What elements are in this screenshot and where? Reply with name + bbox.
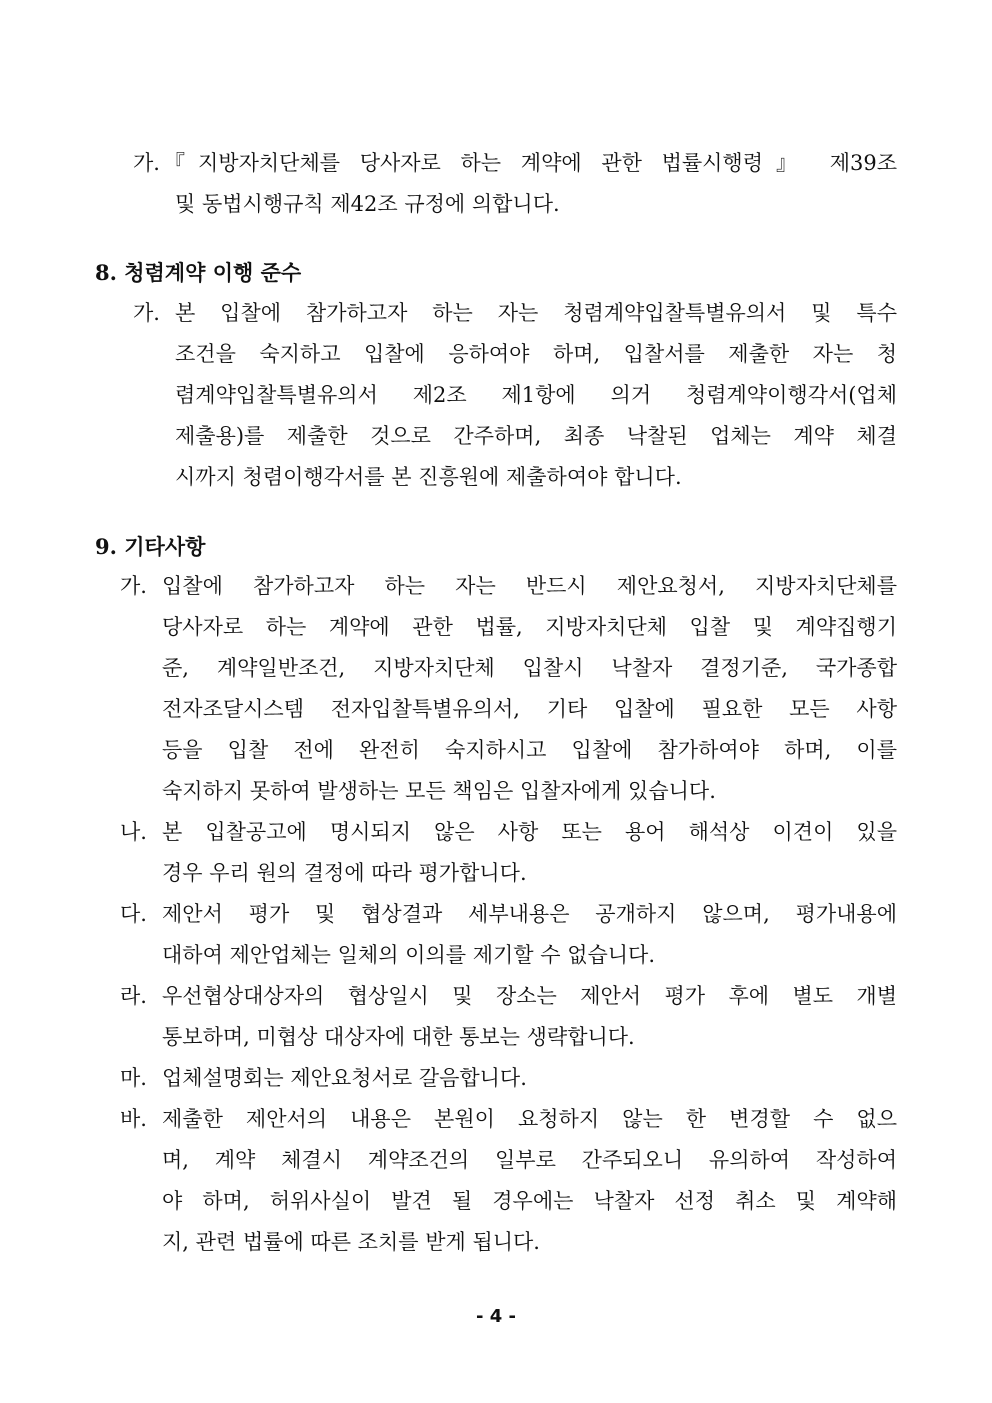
page-number: - 4 - [476,1306,516,1327]
paragraph-line: 며, 계약 체결시 계약조건의 일부로 간주되오니 유의하여 작성하여 [162,1148,897,1172]
paragraph-line: 제출용)를 제출한 것으로 간주하며, 최종 낙찰된 업체는 계약 체결 [175,424,897,448]
paragraph-line: 대하여 제안업체는 일체의 이의를 제기할 수 없습니다. [162,943,656,967]
paragraph-line: 입찰에 참가하고자 하는 자는 반드시 제안요청서, 지방자치단체를 [162,574,897,598]
paragraph-line: 통보하며, 미협상 대상자에 대한 통보는 생략합니다. [162,1025,635,1049]
item-marker: 가. [133,151,160,175]
paragraph-line: 준, 계약일반조건, 지방자치단체 입찰시 낙찰자 결정기준, 국가종합 [162,656,897,680]
paragraph-line: 본 입찰에 참가하고자 하는 자는 청렴계약입찰특별유의서 및 특수 [175,301,897,325]
paragraph-line: 지, 관련 법률에 따른 조치를 받게 됩니다. [162,1230,540,1254]
item-marker: 가. [133,301,160,325]
paragraph-line: 제안서 평가 및 협상결과 세부내용은 공개하지 않으며, 평가내용에 [162,902,897,926]
item-marker: 가. [120,574,147,598]
paragraph-line: 전자조달시스템 전자입찰특별유의서, 기타 입찰에 필요한 모든 사항 [162,697,897,721]
paragraph-line: 조건을 숙지하고 입찰에 응하여야 하며, 입찰서를 제출한 자는 청 [175,342,897,366]
paragraph-line: 우선협상대상자의 협상일시 및 장소는 제안서 평가 후에 별도 개별 [162,984,897,1008]
paragraph-line: 『지방자치단체를 당사자로 하는 계약에 관한 법률시행령』 제39조 [164,151,897,175]
paragraph-line: 업체설명회는 제안요청서로 갈음합니다. [162,1066,527,1090]
paragraph-line: 및 동법시행규칙 제42조 규정에 의합니다. [175,192,560,216]
item-marker: 나. [120,820,147,844]
section-heading: 8. 청렴계약 이행 준수 [95,260,302,285]
section-heading: 9. 기타사항 [95,534,206,559]
paragraph-line: 숙지하지 못하여 발생하는 모든 책임은 입찰자에게 있습니다. [162,779,716,803]
paragraph-line: 본 입찰공고에 명시되지 않은 사항 또는 용어 해석상 이견이 있을 [162,820,897,844]
paragraph-line: 렴계약입찰특별유의서 제2조 제1항에 의거 청렴계약이행각서(업체 [175,383,897,407]
item-marker: 바. [120,1107,147,1131]
paragraph-line: 제출한 제안서의 내용은 본원이 요청하지 않는 한 변경할 수 없으 [162,1107,897,1131]
paragraph-line: 시까지 청렴이행각서를 본 진흥원에 제출하여야 합니다. [175,465,682,489]
item-marker: 다. [120,902,147,926]
item-marker: 라. [120,984,147,1008]
paragraph-line: 당사자로 하는 계약에 관한 법률, 지방자치단체 입찰 및 계약집행기 [162,615,897,639]
paragraph-line: 야 하며, 허위사실이 발견 될 경우에는 낙찰자 선정 취소 및 계약해 [162,1189,897,1213]
item-marker: 마. [120,1066,147,1090]
paragraph-line: 경우 우리 원의 결정에 따라 평가합니다. [162,861,527,885]
paragraph-line: 등을 입찰 전에 완전히 숙지하시고 입찰에 참가하여야 하며, 이를 [162,738,897,762]
